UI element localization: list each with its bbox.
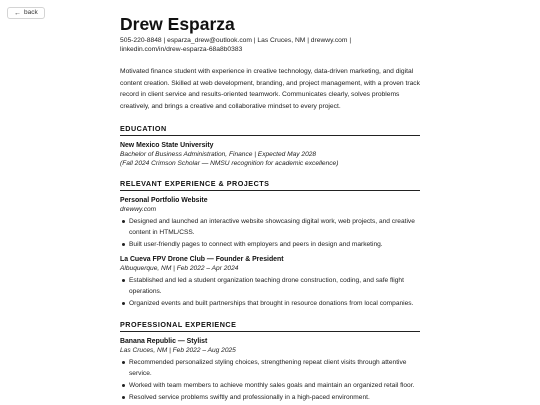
school-name: New Mexico State University	[120, 141, 214, 149]
relevant-experience-heading: RELEVANT EXPERIENCE & PROJECTS	[120, 179, 420, 191]
project-title: Personal Portfolio Website	[120, 196, 208, 204]
bullet-item: Worked with team members to achieve monthly sales goals and maintain an organized retail floor.	[120, 380, 420, 391]
project-title: La Cueva FPV Drone Club — Founder & President	[120, 255, 284, 263]
project-subtitle: drewwy.com	[120, 205, 157, 213]
bullet-item: Built user-friendly pages to connect with employers and peers in design and marketing.	[120, 239, 420, 250]
back-button-label: back	[24, 9, 38, 16]
project-subtitle: Albuquerque, NM | Feb 2022 – Apr 2024	[120, 264, 239, 272]
professional-experience-heading: PROFESSIONAL EXPERIENCE	[120, 320, 420, 332]
job-entry	[120, 337, 420, 403]
bullet-item: Established and led a student organization teaching drone construction, coding, and safe flight operations.	[120, 275, 420, 297]
bullet-item: Organized events and built partnerships that brought in resource donations from local companies.	[120, 298, 420, 309]
project-bullets	[120, 216, 420, 250]
job-subtitle: Las Cruces, NM | Feb 2022 – Aug 2025	[120, 346, 236, 354]
contact-info	[120, 36, 420, 54]
honor-line: (Fall 2024 Crimson Scholar — NMSU recognition for academic excellence)	[120, 159, 339, 167]
project-bullets	[120, 275, 420, 309]
job-bullets	[120, 357, 420, 403]
back-button[interactable]	[7, 7, 45, 19]
resume-name: Drew Esparza	[120, 14, 235, 34]
education-heading: EDUCATION	[120, 124, 420, 136]
bullet-item: Recommended personalized styling choices, strengthening repeat client visits through attentive service.	[120, 357, 420, 379]
bullet-item: Resolved service problems swiftly and professionally in a high-paced environment.	[120, 392, 420, 403]
resume-document	[120, 14, 420, 404]
project-entry	[120, 255, 420, 309]
degree-line: Bachelor of Business Administration, Finance | Expected May 2028	[120, 150, 317, 158]
education-entry	[120, 141, 420, 168]
job-title: Banana Republic — Stylist	[120, 337, 208, 345]
contact-line-1: 505-220-8848 | esparza_drew@outlook.com | Las Cruces, NM | drewwy.com |	[120, 37, 352, 44]
bullet-item: Designed and launched an interactive website showcasing digital work, web projects, and creative content in HTML/CSS.	[120, 216, 420, 238]
arrow-left-icon: ←	[14, 9, 21, 17]
summary-paragraph: Motivated finance student with experience in creative technology, data-driven marketing, and digital content creation. Skilled at web development, branding, and project management, with a proven track record in client service and results-oriented teamwork. Communicates clearly, solves problems creatively, and brings a creative and collaborative mindset to every project.	[120, 68, 420, 111]
contact-line-2: linkedin.com/in/drew-esparza-68a8b0383	[120, 46, 243, 53]
project-entry	[120, 196, 420, 250]
